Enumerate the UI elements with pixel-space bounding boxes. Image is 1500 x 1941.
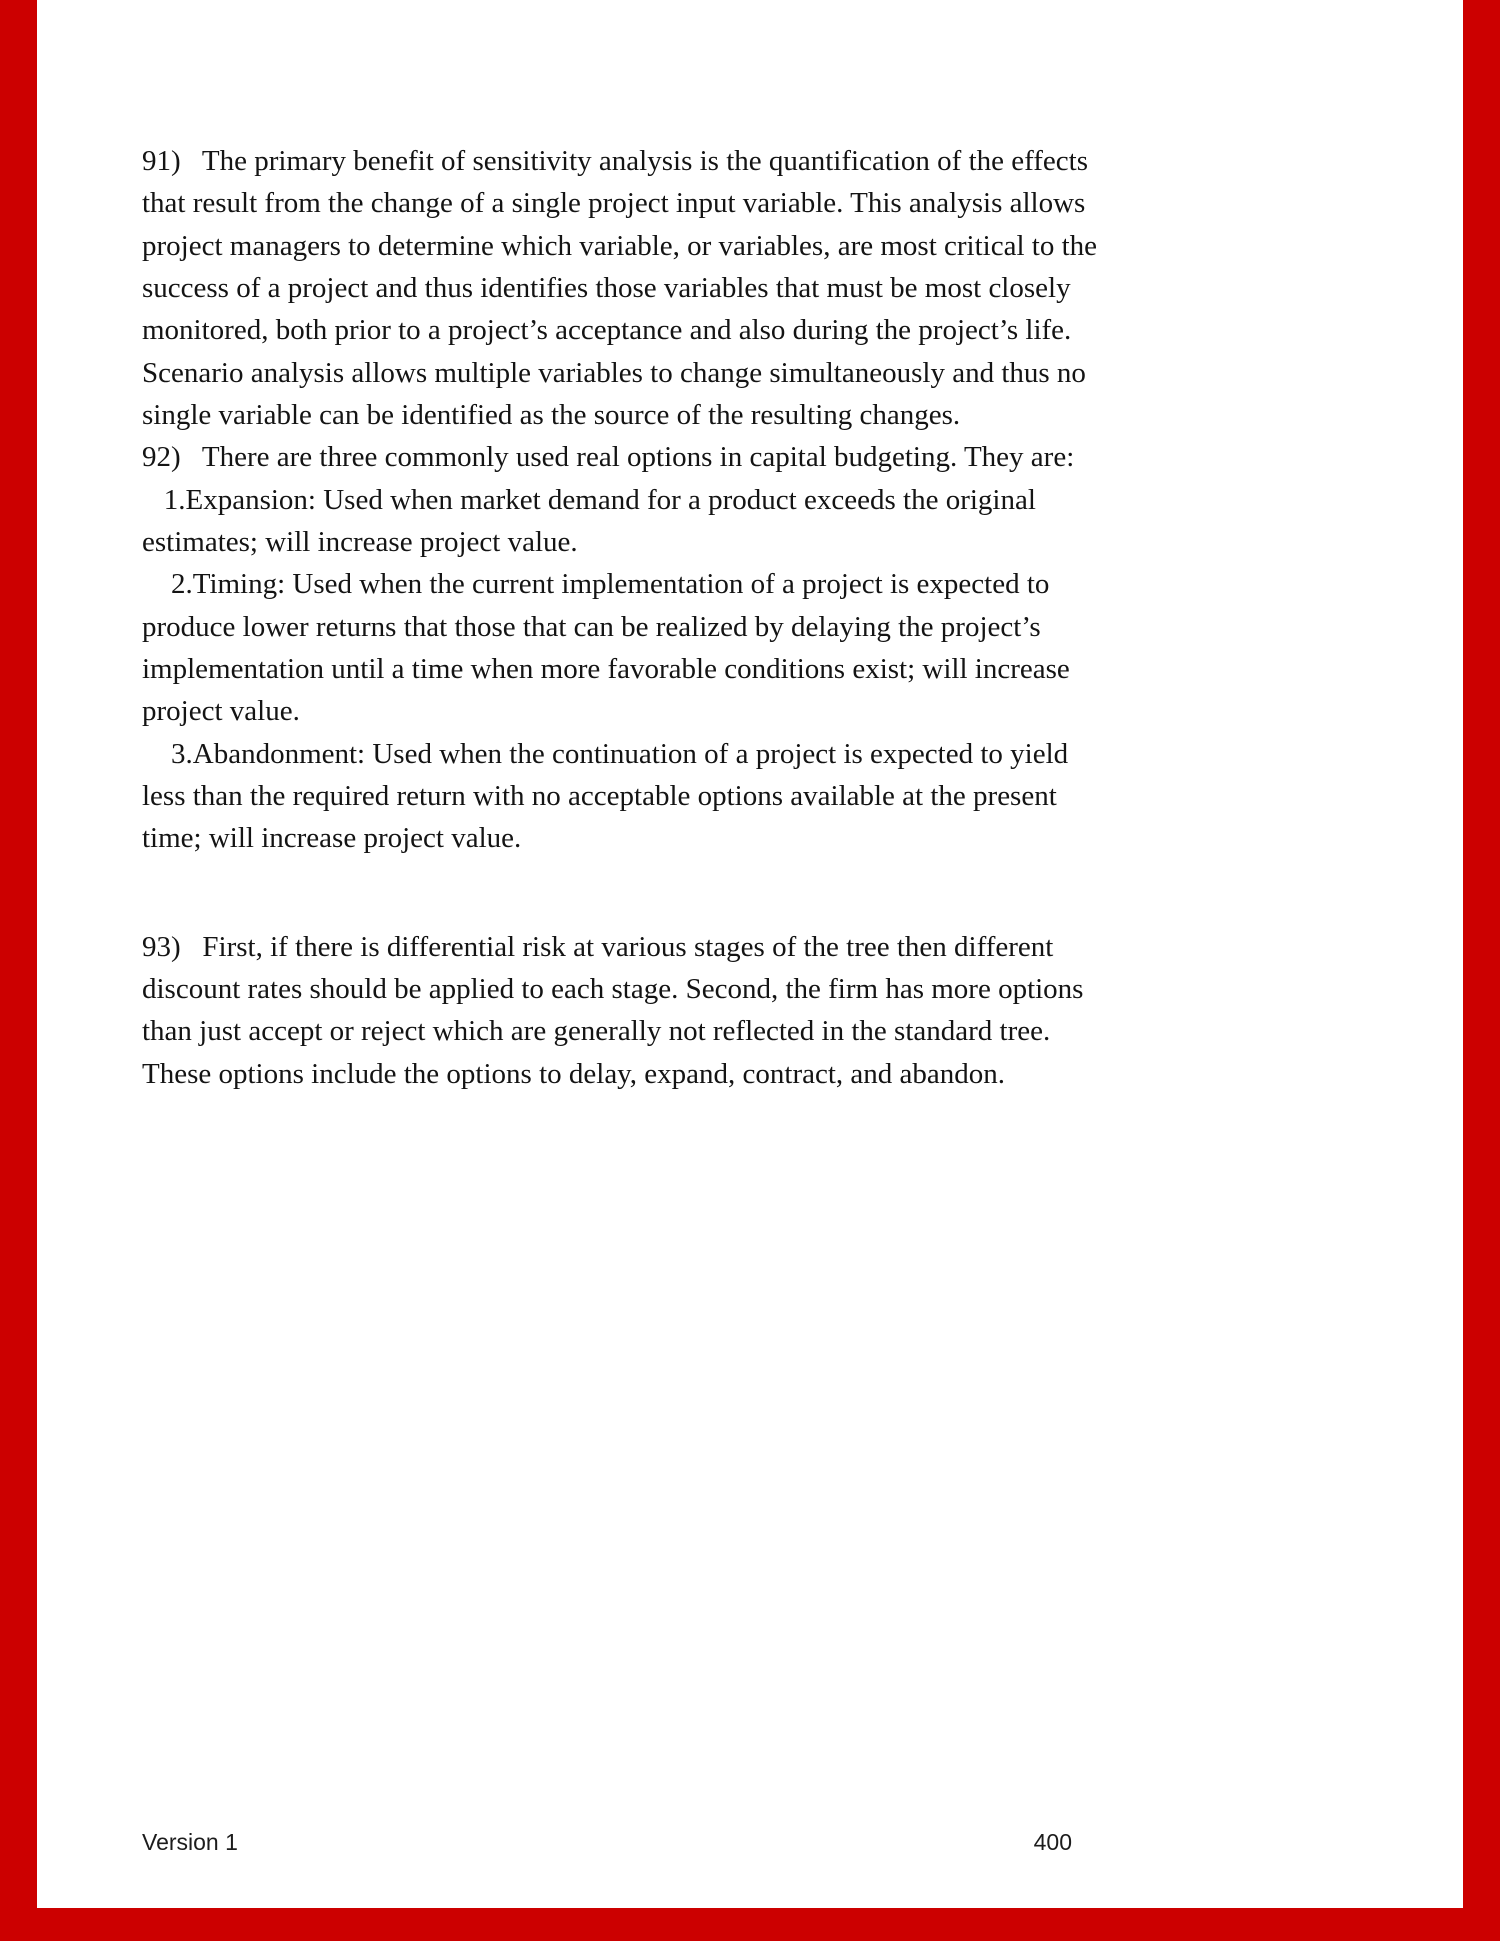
answer-paragraph-91: 91) The primary benefit of sensitivity analysis is the quantification of the effects that result from the change of a single project input variable. This analysis allows project managers to determine which variable, or variables, are most critical to the success of a project and thus identifies those variables that must be most closely monitored, both prior to a project’s acceptance and also during the project’s life. Scenario analysis allows multiple variables to change simultaneously and thus no single variable can be identified as the source of the resulting changes. [142, 145, 1105, 431]
footer-page-number: 400 [1033, 1829, 1072, 1855]
footer-version-label: Version 1 [142, 1829, 238, 1855]
answer-92-item-abandonment: 3.Abandonment: Used when the continuation of a project is expected to yield less than the required return with no acceptable options available at the present time; will increase project value. [142, 737, 1076, 855]
answer-92-item-timing: 2.Timing: Used when the current implementation of a project is expected to produce lower returns that those that can be realized by delaying the project’s implementation until a time when more favorable conditions exist; will increase project value. [142, 568, 1077, 728]
answer-paragraph-92-intro: 92) There are three commonly used real options in capital budgeting. They are: [142, 441, 1075, 474]
page-footer [142, 1829, 1072, 1856]
document-page [37, 0, 1463, 1908]
answer-paragraph-93: 93) First, if there is differential risk at various stages of the tree then different discount rates should be applied to each stage. Second, the firm has more options than just accept or reject which are generally not reflected in the standard tree. These options include the options to delay, expand, contract, and abandon. [142, 930, 1091, 1090]
answer-92-item-expansion: 1.Expansion: Used when market demand for a product exceeds the original estimates; will increase project value. [142, 483, 1044, 558]
page-content [142, 140, 1105, 1095]
